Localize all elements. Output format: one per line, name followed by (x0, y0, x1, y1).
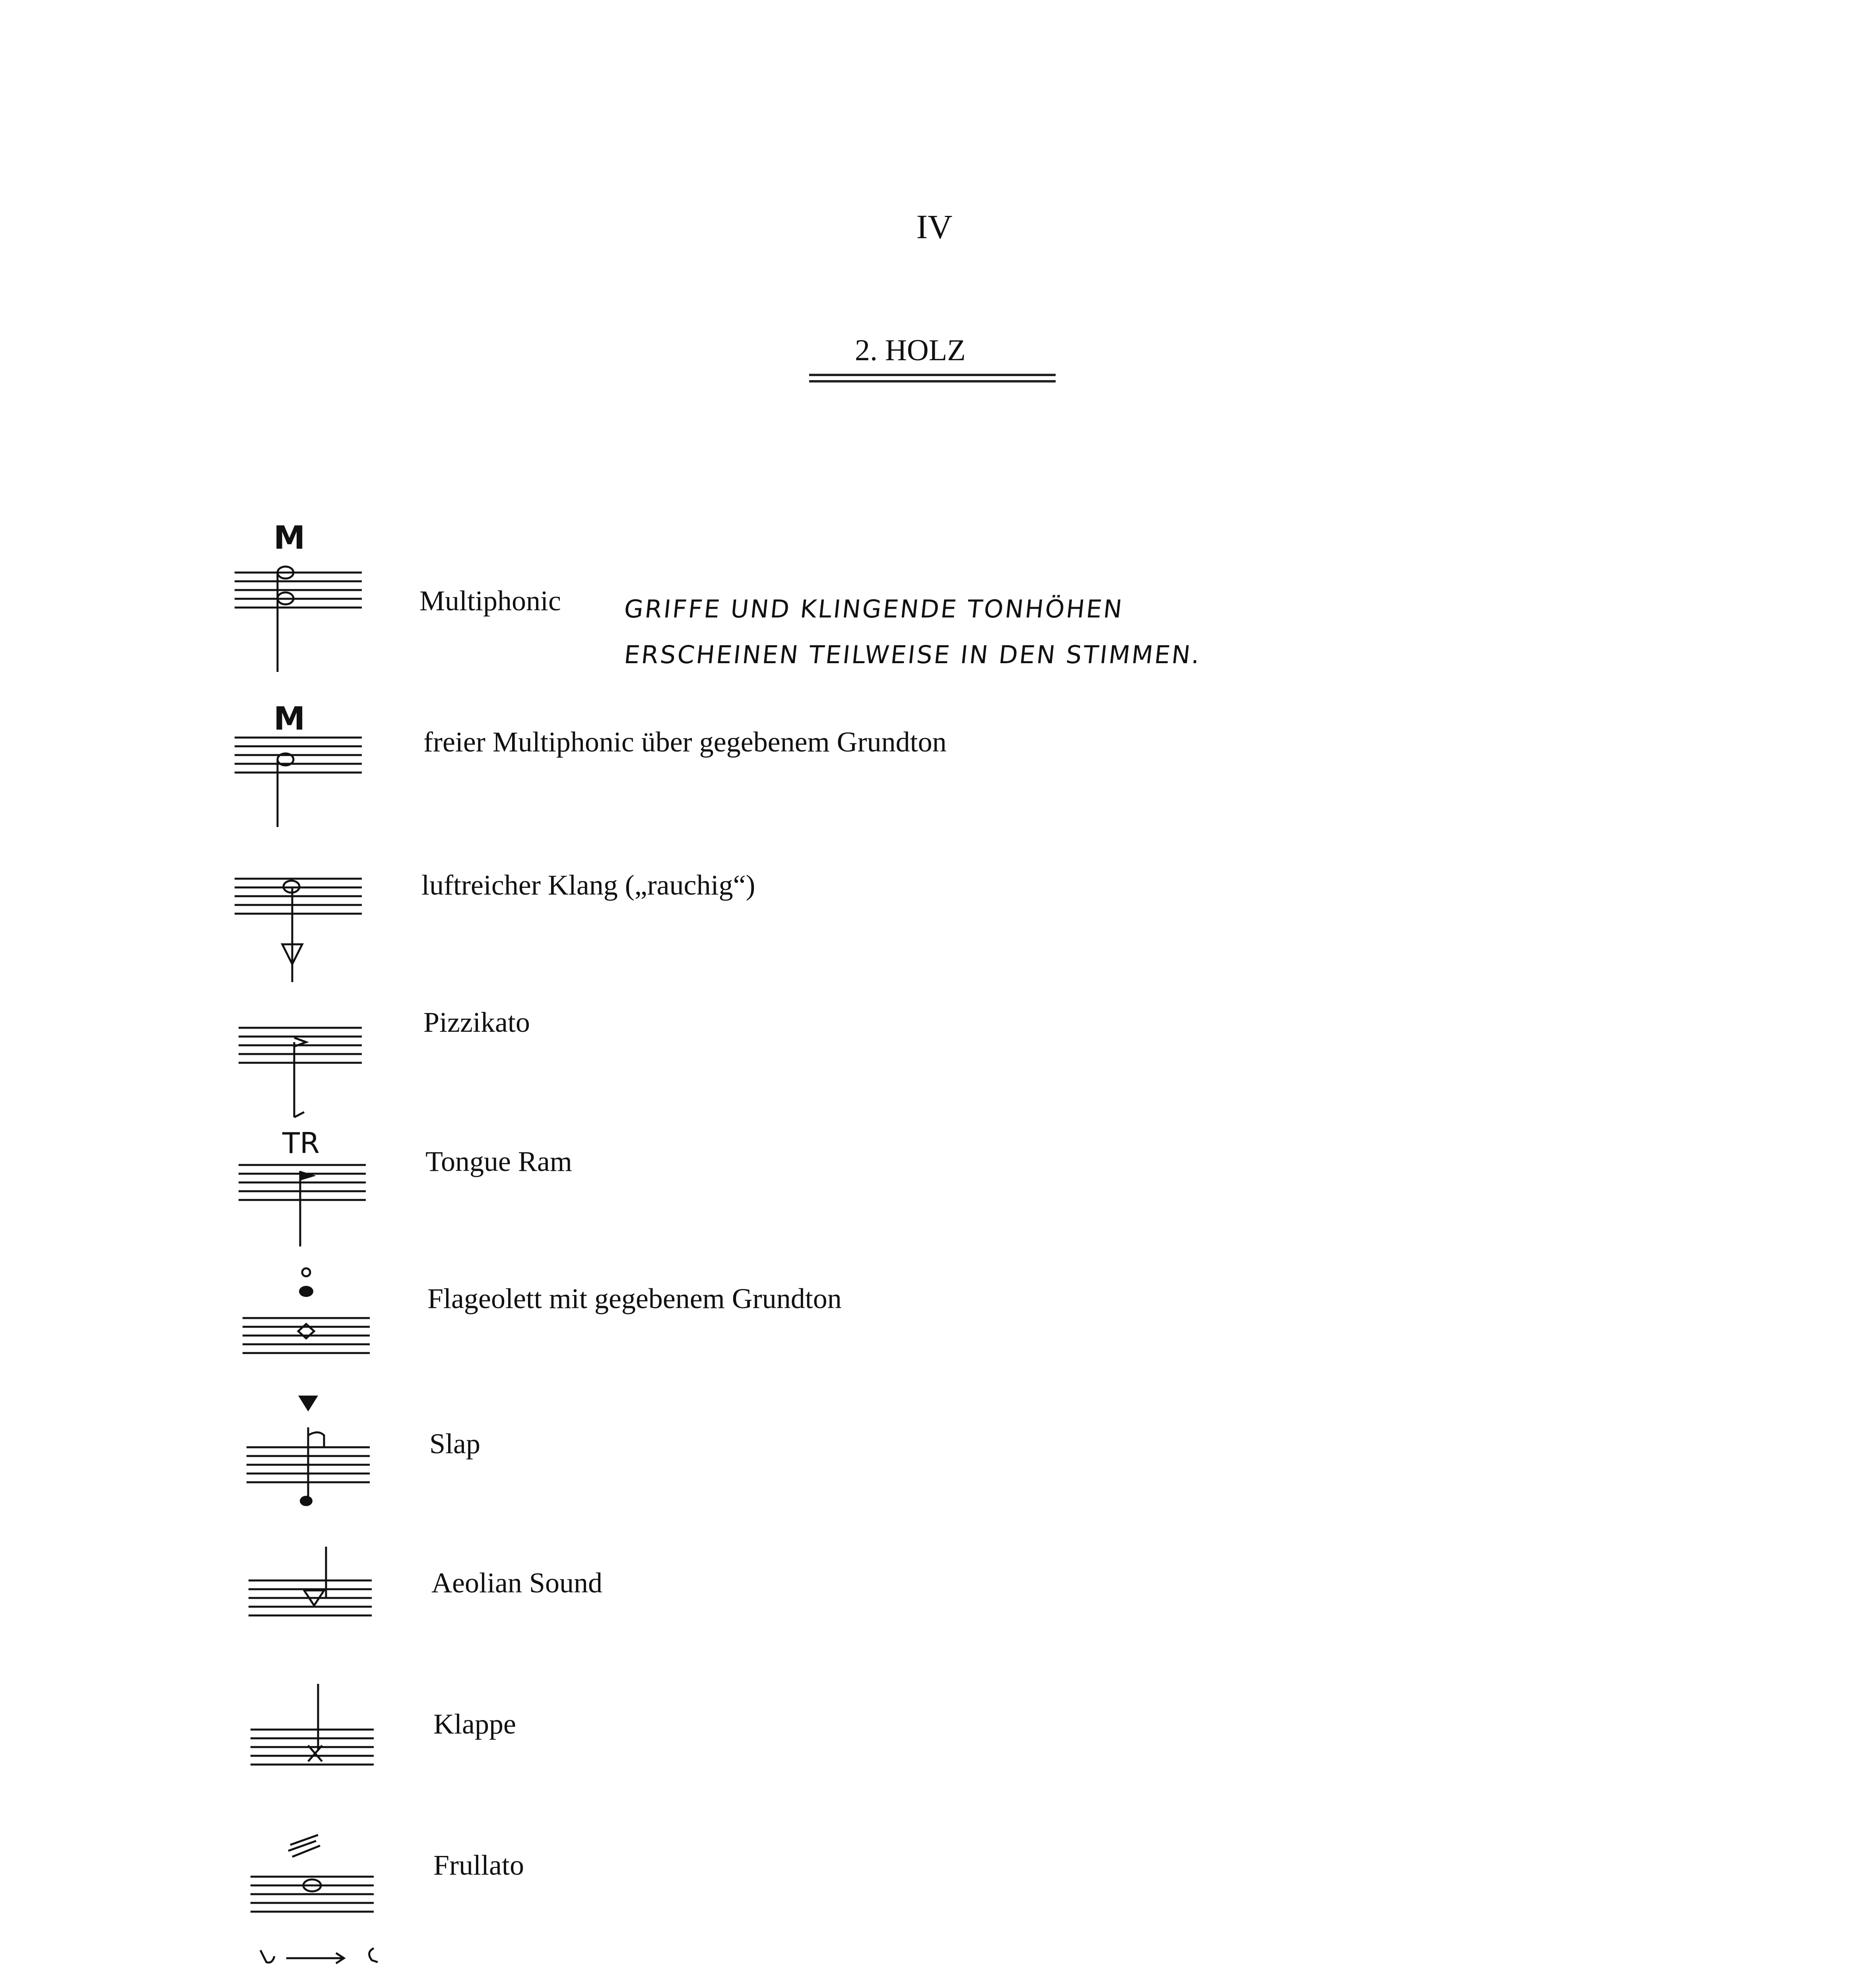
symbol-label-tongue-ram: Tongue Ram (425, 1145, 572, 1177)
airy-tone-symbol (227, 871, 370, 990)
flutter-tongue-symbol (243, 1821, 386, 1940)
key-click-symbol (243, 1676, 386, 1795)
tongue-ram-marking: TR (282, 1127, 320, 1160)
symbol-label-key-click: Klappe (433, 1708, 516, 1740)
symbol-label-aeolian-sound: Aeolian Sound (431, 1567, 602, 1599)
free-multiphonic-marking: M (274, 700, 305, 737)
slap-symbol (239, 1392, 382, 1511)
symbol-label-free-multiphonic: freier Multiphonic über gegebenem Grundton (423, 726, 947, 758)
tongue-ram-symbol (231, 1127, 374, 1254)
free-multiphonic-symbol (227, 700, 370, 835)
section-title: 2. HOLZ (855, 334, 966, 367)
harmonic-symbol (235, 1264, 378, 1368)
symbol-label-harmonic: Flageolett mit gegebenem Grundton (427, 1283, 842, 1314)
multiphonic-symbol (227, 513, 370, 688)
pizzicato-symbol (227, 1020, 370, 1131)
aeolian-sound-symbol (241, 1539, 384, 1650)
title-underline-1 (809, 374, 1056, 376)
title-underline-2 (809, 380, 1056, 382)
turn-out-symbol (243, 1928, 394, 1988)
page-number: IV (916, 208, 953, 246)
handwritten-note-line1: GRIFFE UND KLINGENDE TONHÖHEN (623, 594, 1125, 623)
multiphonic-marking: M (274, 519, 305, 556)
symbol-label-pizzicato: Pizzikato (423, 1006, 530, 1038)
symbol-label-flutter-tongue: Frullato (433, 1849, 524, 1881)
handwritten-note-line2: ERSCHEINEN TEILWEISE IN DEN STIMMEN. (623, 640, 1203, 669)
symbol-label-multiphonic: Multiphonic (419, 585, 561, 617)
symbol-label-airy-tone: luftreicher Klang („rauchig“) (421, 869, 755, 901)
symbol-label-slap: Slap (429, 1428, 481, 1460)
